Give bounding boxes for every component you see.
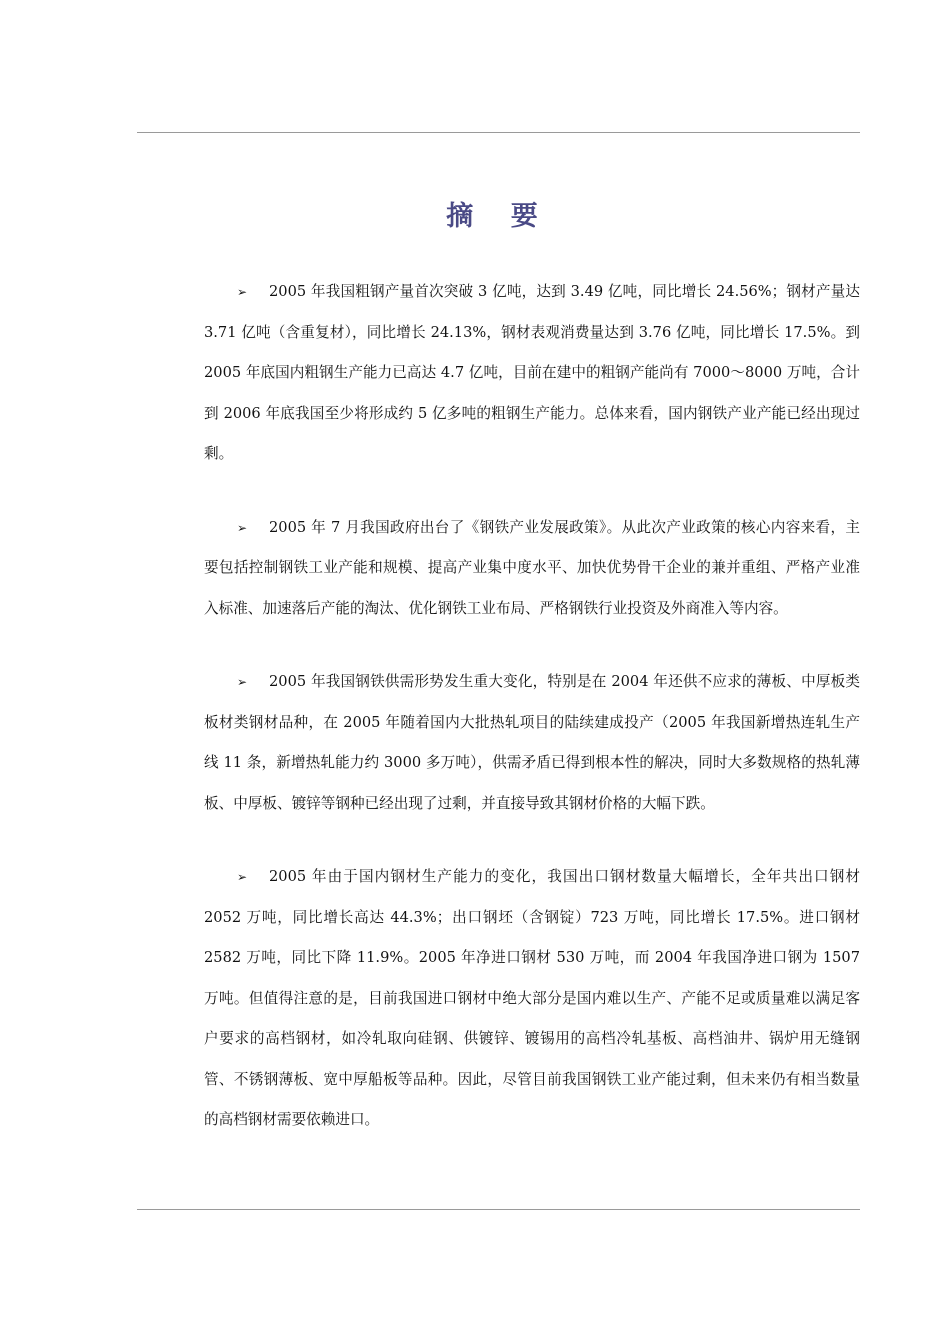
paragraph-text: 2005 年我国钢铁供需形势发生重大变化，特别是在 2004 年还供不应求的薄板、中厚板类板材类钢材品种，在 2005 年随着国内大批热轧项目的陆续建成投产（2005 年我国新增热连轧生产线 11 条，新增热轧能力约 3000 多万吨），供需矛盾已得到根本性的解决，同时大多数规格的热轧薄板、中厚板、镀锌等钢种已经出现了过剩，并直接导致其钢材价格的大幅下跌。 (204, 673, 860, 812)
abstract-paragraph-3 (204, 662, 860, 824)
page-title: 摘 要 (446, 201, 552, 232)
arrow-bullet-icon: ➢ (237, 285, 248, 299)
footer-rule (137, 1209, 860, 1210)
abstract-paragraph-2 (204, 508, 860, 630)
header-rule (137, 132, 860, 133)
arrow-bullet-icon: ➢ (237, 870, 248, 884)
arrow-bullet-icon: ➢ (237, 675, 248, 689)
abstract-paragraph-4 (204, 857, 860, 1141)
abstract-body (204, 272, 860, 1174)
abstract-paragraph-1 (204, 272, 860, 475)
paragraph-text: 2005 年由于国内钢材生产能力的变化，我国出口钢材数量大幅增长，全年共出口钢材 2052 万吨，同比增长高达 44.3%；出口钢坯（含钢锭）723 万吨，同比增长 17.5%。进口钢材 2582 万吨，同比下降 11.9%。2005 年净进口钢材 530 万吨，而 2004 年我国净进口钢为 1507 万吨。但值得注意的是，目前我国进口钢材中绝大部分是国内难以生产、产能不足或质量难以满足客户要求的高档钢材，如冷轧取向硅钢、供镀锌、镀锡用的高档冷轧基板、高档油井、锅炉用无缝钢管、不锈钢薄板、宽中厚船板等品种。因此，尽管目前我国钢铁工业产能过剩，但未来仍有相当数量的高档钢材需要依赖进口。 (204, 868, 860, 1128)
paragraph-text: 2005 年我国粗钢产量首次突破 3 亿吨，达到 3.49 亿吨，同比增长 24.56%；钢材产量达 3.71 亿吨（含重复材），同比增长 24.13%，钢材表观消费量达到 3.76 亿吨，同比增长 17.5%。到 2005 年底国内粗钢生产能力已高达 4.7 亿吨，目前在建中的粗钢产能尚有 7000～8000 万吨，合计到 2006 年底我国至少将形成约 5 亿多吨的粗钢生产能力。总体来看，国内钢铁产业产能已经出现过剩。 (204, 283, 860, 462)
paragraph-text: 2005 年 7 月我国政府出台了《钢铁产业发展政策》。从此次产业政策的核心内容来看，主要包括控制钢铁工业产能和规模、提高产业集中度水平、加快优势骨干企业的兼并重组、严格产业准入标准、加速落后产能的淘汰、优化钢铁工业布局、严格钢铁行业投资及外商准入等内容。 (204, 518, 860, 617)
arrow-bullet-icon: ➢ (237, 520, 248, 535)
